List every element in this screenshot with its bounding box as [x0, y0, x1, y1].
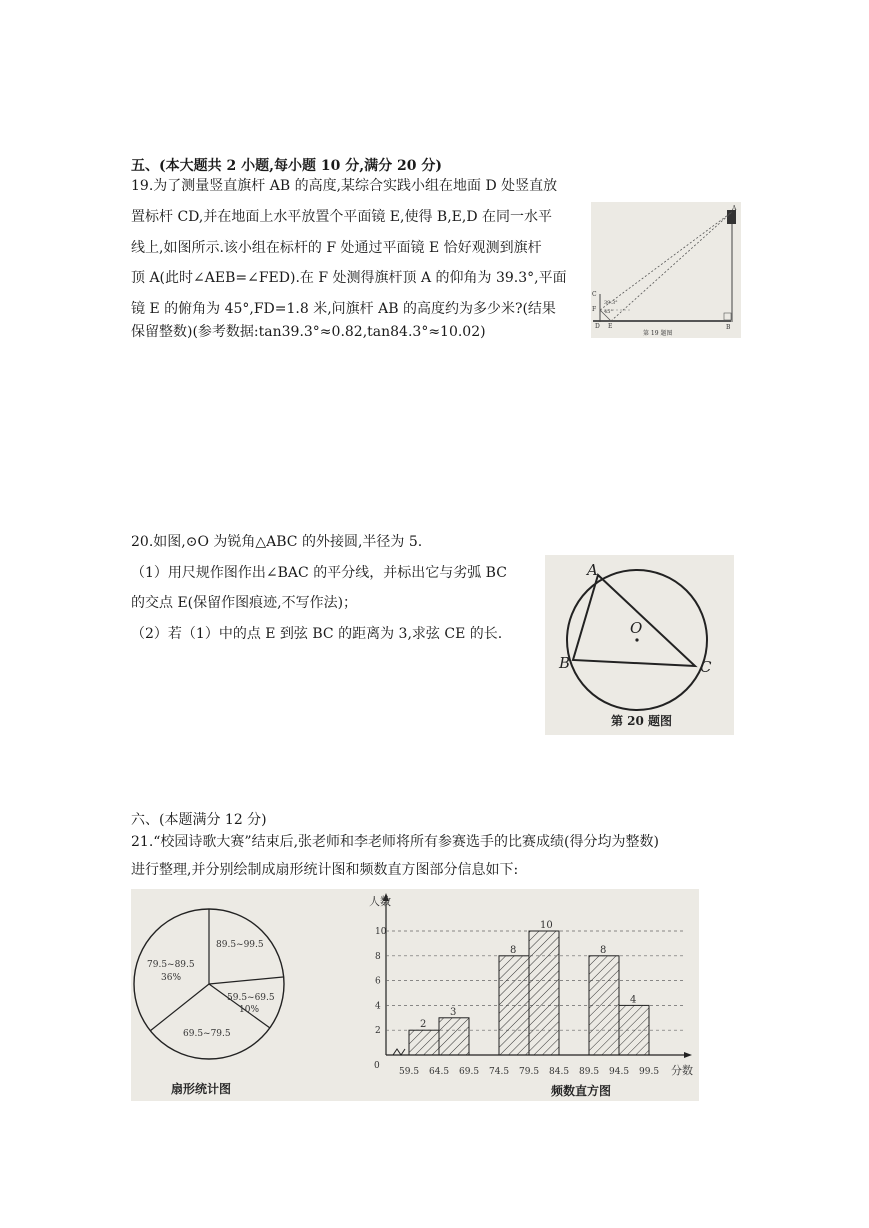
histogram-bar — [619, 1005, 649, 1055]
x-tick-label: 99.5 — [639, 1067, 660, 1077]
q19-line-3: 线上,如图所示.该小组在标杆的 F 处通过平面镜 E 恰好观测到旗杆 — [131, 240, 542, 256]
x-axis-arrow-icon — [684, 1052, 692, 1058]
fig19-label-f: F — [592, 306, 597, 313]
q21-line-2: 进行整理,并分别绘制成扇形统计图和频数直方图部分信息如下: — [131, 862, 519, 878]
pie-slice-label-4: 69.5~79.5 — [183, 1029, 231, 1039]
q19-line-4: 顶 A(此时∠AEB=∠FED).在 F 处测得旗杆顶 A 的仰角为 39.3°,平面 — [131, 270, 567, 286]
fig20-label-b: B — [559, 654, 571, 672]
fig20-label-c: C — [700, 658, 712, 676]
histogram-bar — [499, 956, 529, 1055]
x-tick-label: 74.5 — [489, 1067, 510, 1077]
fig20-caption: 第 20 题图 — [611, 714, 673, 728]
fig19-caption: 第 19 题图 — [643, 330, 673, 337]
x-tick-label: 84.5 — [549, 1067, 570, 1077]
histogram-bar — [439, 1018, 469, 1055]
histogram-title: 频数直方图 — [551, 1084, 612, 1098]
figure-20 — [545, 555, 734, 735]
q20-line-2: （1）用尺规作图作出∠BAC 的平分线，并标出它与劣弧 BC — [131, 565, 507, 581]
x-tick-label: 79.5 — [519, 1067, 540, 1077]
fig19-label-d: D — [595, 323, 600, 330]
q20-line-1: 20.如图,⊙O 为锐角△ABC 的外接圆,半径为 5. — [131, 534, 423, 550]
x-tick-label: 69.5 — [459, 1067, 480, 1077]
figure-19 — [591, 202, 741, 338]
y-tick-label: 8 — [375, 951, 381, 962]
bar-data-label: 4 — [630, 994, 637, 1006]
x-tick-label: 64.5 — [429, 1067, 450, 1077]
bar-data-label: 3 — [450, 1006, 457, 1018]
axis-break-icon — [393, 1049, 405, 1055]
y-tick-label: 4 — [375, 1001, 381, 1012]
bar-data-label: 8 — [510, 944, 517, 956]
q19-line-6: 保留整数)(参考数据:tan39.3°≈0.82,tan84.3°≈10.02) — [131, 324, 486, 340]
figure-21 — [131, 889, 699, 1101]
histogram-y-label: 人数 — [369, 895, 391, 908]
histogram-bar — [529, 931, 559, 1055]
pie-divider-2 — [209, 977, 283, 984]
y-tick-label: 0 — [374, 1061, 380, 1071]
pie-slice-value-3: 10% — [239, 1005, 260, 1015]
q20-line-3: 的交点 E(保留作图痕迹,不写作法)； — [131, 595, 358, 611]
histogram-bar — [409, 1030, 439, 1055]
section-heading-6: 六、(本题满分 12 分) — [131, 812, 267, 828]
histogram-bar — [589, 956, 619, 1055]
pie-slice-label-3: 59.5~69.5 — [227, 993, 275, 1003]
flag-icon — [727, 210, 736, 224]
q19-line-1: 19.为了测量竖直旗杆 AB 的高度,某综合实践小组在地面 D 处竖直放 — [131, 178, 558, 194]
bar-data-label: 8 — [600, 944, 607, 956]
pie-slice-label-1: 79.5~89.5 — [147, 960, 195, 970]
x-tick-label: 89.5 — [579, 1067, 600, 1077]
fig19-label-e: E — [608, 323, 613, 330]
histogram-x-label: 分数 — [671, 1064, 693, 1077]
histogram — [369, 893, 693, 1098]
x-tick-label: 94.5 — [609, 1067, 630, 1077]
fig20-label-o: O — [630, 619, 643, 637]
sight-line-fa — [600, 212, 732, 310]
pie-slice-value-1: 36% — [161, 973, 182, 983]
q21-line-1: 21.“校园诗歌大赛”结束后,张老师和李老师将所有参赛选手的比赛成绩(得分均为整数) — [131, 834, 659, 850]
q19-line-2: 置标杆 CD,并在地面上水平放置个平面镜 E,使得 B,E,D 在同一水平 — [131, 209, 552, 225]
q20-line-4: （2）若（1）中的点 E 到弦 BC 的距离为 3,求弦 CE 的长. — [131, 626, 503, 642]
section-heading-5: 五、(本大题共 2 小题,每小题 10 分,满分 20 分) — [131, 158, 442, 174]
q19-line-5: 镜 E 的俯角为 45°,FD=1.8 米,问旗杆 AB 的高度约为多少米?(结果 — [131, 301, 556, 317]
pie-chart-title: 扇形统计图 — [171, 1082, 232, 1096]
pie-divider-4 — [150, 984, 209, 1031]
fig20-label-a: A — [587, 561, 598, 579]
pie-slice-label-2: 89.5~99.5 — [216, 940, 264, 950]
fig19-angle-2: 45° — [604, 309, 613, 315]
center-o — [635, 638, 638, 641]
bar-data-label: 2 — [420, 1019, 427, 1031]
fig19-label-c: C — [592, 291, 597, 298]
pie-chart — [134, 909, 284, 1096]
fig19-label-a: A — [732, 205, 737, 212]
sight-line-ea — [611, 212, 732, 321]
x-tick-label: 59.5 — [399, 1067, 420, 1077]
fig19-angle-1: 39.3° — [604, 300, 618, 306]
y-tick-label: 10 — [375, 927, 387, 937]
y-tick-label: 6 — [375, 976, 381, 987]
y-tick-label: 2 — [375, 1026, 381, 1037]
bar-data-label: 10 — [540, 920, 553, 931]
fig19-label-b: B — [726, 324, 731, 331]
